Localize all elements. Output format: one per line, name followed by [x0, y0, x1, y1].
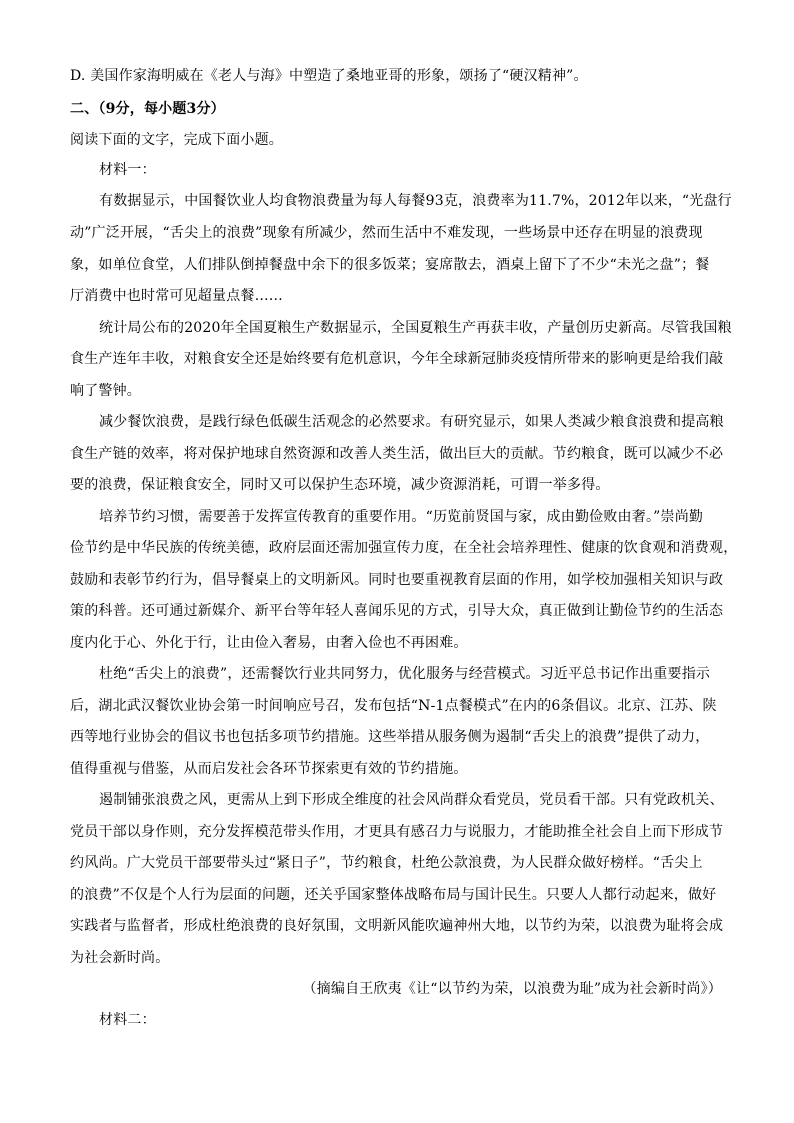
paragraph-line: 值得重视与借鉴，从而启发社会各环节探索更有效的节约措施。 — [70, 761, 468, 777]
paragraph-line: 食生产连年丰收，对粮食安全还是始终要有危机意识，今年全球新冠肺炎疫情所带来的影响更是给我们敲 — [70, 351, 724, 367]
source-citation: （摘编自王欣夷《让“以节约为荣，以浪费为耻”成为社会新时尚》） — [302, 981, 722, 997]
section-heading: 二、（9分，每小题3分） — [70, 101, 225, 117]
paragraph-line: 策的科普。还可通过新媒介、新平台等年轻人喜闻乐见的方式，引导大众，真正做到让勤俭节约的生活态 — [70, 603, 724, 619]
paragraph-line: 动”广泛开展，“舌尖上的浪费”现象有所减少，然而生活中不难发现，一些场景中还存在明显的浪费现 — [70, 225, 703, 241]
paragraph-line: 响了警钟。 — [70, 383, 141, 399]
paragraph-line: 为社会新时尚。 — [70, 950, 170, 966]
paragraph-line: 西等地行业协会的倡议书也包括多项节约措施。这些举措从服务侧为遏制“舌尖上的浪费”提供了动力， — [70, 729, 710, 745]
paragraph-line: 度内化于心、外化于行，让由俭入奢易，由奢入俭也不再困难。 — [70, 635, 468, 651]
paragraph-line: 有数据显示，中国餐饮业人均食物浪费量为每人每餐93克，浪费率为11.7%，2012年以来，“光盘行 — [99, 193, 732, 209]
paragraph-line: 厅消费中也时常可见超量点餐…… — [70, 288, 283, 304]
paragraph-line: 统计局公布的2020年全国夏粮生产数据显示，全国夏粮生产再获丰收，产量创历史新高。尽管我国粮 — [99, 320, 732, 336]
instruction: 阅读下面的文字，完成下面小题。 — [70, 132, 283, 148]
paragraph-line: 后，湖北武汉餐饮业协会第一时间响应号召，发布包括“N-1点餐模式”在内的6条倡议。北京、江苏、陕 — [70, 698, 717, 714]
paragraph-line: 食生产链的效率，将对保护地球自然资源和改善人类生活，做出巨大的贡献。节约粮食，既可以减少不必 — [70, 446, 724, 462]
paragraph-line: 象，如单位食堂，人们排队倒掉餐盘中余下的很多饭菜；宴席散去，酒桌上留下了不少“未光之盘”；餐 — [70, 257, 710, 273]
material2-label: 材料二： — [99, 1012, 156, 1028]
paragraph-line: 俭节约是中华民族的传统美德，政府层面还需加强宣传力度，在全社会培养理性、健康的饮食观和消费观， — [70, 540, 738, 556]
paragraph-line: 党员干部以身作则，充分发挥模范带头作用，才更具有感召力与说服力，才能助推全社会自上而下形成节 — [70, 824, 724, 840]
paragraph-line: 减少餐饮浪费，是践行绿色低碳生活观念的必然要求。有研究显示，如果人类减少粮食浪费和提高粮 — [99, 414, 724, 430]
paragraph-line: 鼓励和表彰节约行为，倡导餐桌上的文明新风。同时也要重视教育层面的作用，如学校加强相关知识与政 — [70, 572, 724, 588]
paragraph-line: 培养节约习惯，需要善于发挥宣传教育的重要作用。“历览前贤国与家，成由勤俭败由奢。”崇尚勤 — [99, 509, 704, 525]
paragraph-line: 约风尚。广大党员干部要带头过“紧日子”，节约粮食，杜绝公款浪费，为人民群众做好榜样。“舌尖上 — [70, 855, 703, 871]
option-d: D. 美国作家海明威在《老人与海》中塑造了桑地亚哥的形象，颂扬了“硬汉精神”。 — [70, 68, 588, 84]
paragraph-line: 杜绝“舌尖上的浪费”，还需餐饮行业共同努力，优化服务与经营模式。习近平总书记作出重要指示 — [99, 666, 711, 682]
paragraph-line: 实践者与监督者，形成杜绝浪费的良好氛围，文明新风能吹遍神州大地，以节约为荣，以浪费为耻将会成 — [70, 918, 724, 934]
paragraph-line: 遏制铺张浪费之风，更需从上到下形成全维度的社会风尚群众看党员，党员看干部。只有党政机关、 — [99, 792, 724, 808]
paragraph-line: 要的浪费，保证粮食安全，同时又可以保护生态环境，减少资源消耗，可谓一举多得。 — [70, 477, 610, 493]
material1-label: 材料一： — [99, 162, 156, 178]
paragraph-line: 的浪费”不仅是个人行为层面的问题，还关乎国家整体战略布局与国计民生。只要人人都行动起来，做好 — [70, 887, 717, 903]
